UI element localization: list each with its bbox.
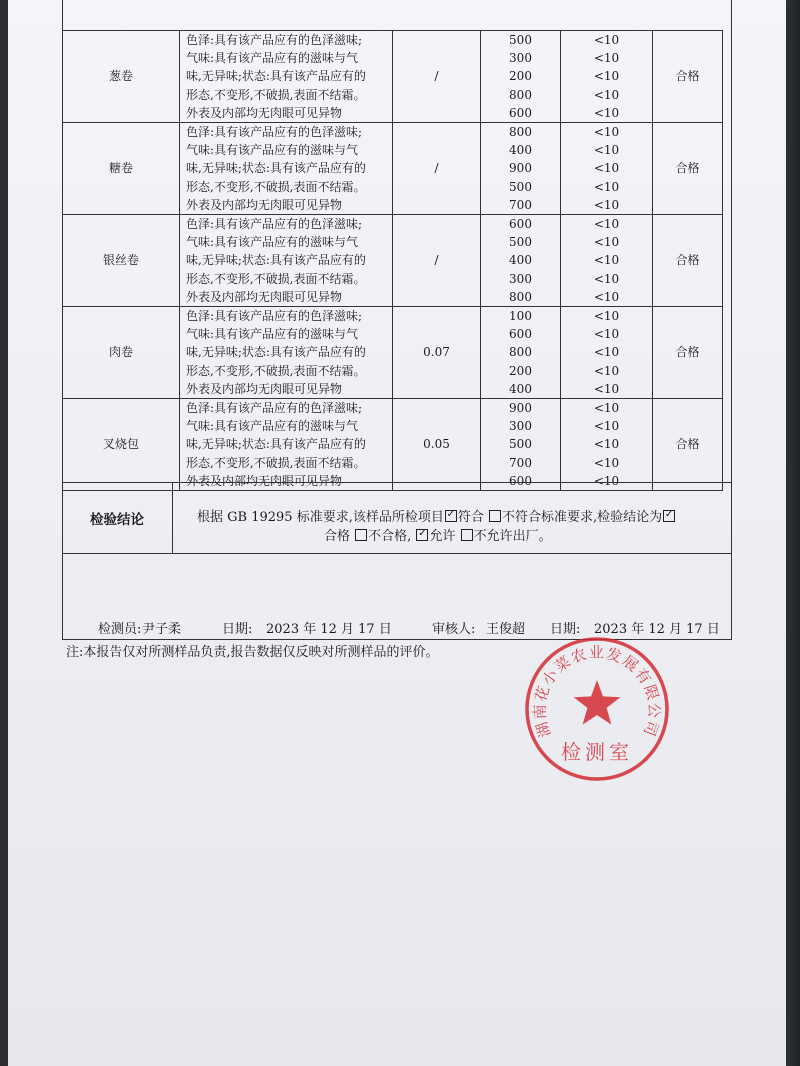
requirement-line: 气味:具有该产品应有的滋味与气	[186, 143, 359, 158]
stamp-org-text: 湖南花小菜农业发展有限公司	[530, 643, 664, 740]
inspector-name: 尹子柔	[142, 622, 182, 637]
requirement-line: 形态,不变形,不破损,表面不结霜。	[186, 455, 366, 470]
requirement-line: 气味:具有该产品应有的滋味与气	[186, 51, 359, 66]
requirement-line: 色泽:具有该产品应有的色泽滋味;	[186, 217, 363, 232]
count-value: 600	[509, 105, 532, 120]
measured-value: /	[393, 31, 481, 123]
verdict: 合格	[653, 215, 723, 307]
table-row	[63, 307, 723, 399]
product-name: 肉卷	[63, 307, 180, 399]
limit-value: <10	[593, 327, 620, 342]
count-value: 400	[509, 143, 532, 158]
sensory-requirement	[180, 399, 393, 491]
checkbox-fail[interactable]	[355, 529, 367, 541]
limit-value: <10	[593, 235, 620, 250]
limit-value: <10	[593, 33, 620, 48]
checkbox-conform[interactable]	[445, 510, 457, 522]
requirement-line: 味,无异味;状态:具有该产品应有的	[186, 69, 366, 84]
limit-value: <10	[593, 271, 620, 286]
colony-counts	[481, 123, 561, 215]
option-fail: 不合格,	[368, 529, 412, 544]
sensory-requirement	[180, 123, 393, 215]
limit-value: <10	[593, 437, 620, 452]
requirement-line: 形态,不变形,不破损,表面不结霜。	[186, 87, 366, 102]
limit-value: <10	[593, 345, 620, 360]
colony-counts	[481, 215, 561, 307]
verdict: 合格	[653, 399, 723, 491]
requirement-line: 色泽:具有该产品应有的色泽滋味;	[186, 309, 363, 324]
requirement-line: 色泽:具有该产品应有的色泽滋味;	[186, 33, 363, 47]
conclusion-line-1	[197, 506, 676, 525]
requirement-line: 气味:具有该产品应有的滋味与气	[186, 419, 359, 434]
limit-value: <10	[593, 161, 620, 176]
count-value: 500	[509, 179, 532, 194]
limit-value: <10	[593, 69, 620, 84]
count-value: 300	[509, 51, 532, 66]
product-name: 银丝卷	[63, 215, 180, 307]
conclusion-block	[62, 482, 732, 554]
table-row	[63, 123, 723, 215]
requirement-line: 味,无异味;状态:具有该产品应有的	[186, 345, 366, 360]
inspector-date-label: 日期:	[222, 622, 253, 637]
requirement-line: 味,无异味;状态:具有该产品应有的	[186, 161, 366, 176]
count-value: 200	[509, 69, 532, 84]
requirement-line: 形态,不变形,不破损,表面不结霜。	[186, 271, 366, 286]
option-nonconform: 不符合标准要求,检验结论为	[501, 510, 663, 525]
count-value: 600	[509, 217, 532, 232]
limit-value: <10	[593, 289, 620, 304]
requirement-line: 外表及内部均无肉眼可见异物	[186, 381, 343, 396]
report-note: 注:本报告仅对所测样品负责,报告数据仅反映对所测样品的评价。	[66, 645, 439, 660]
limit-value: <10	[593, 401, 620, 416]
reviewer-date-label: 日期:	[550, 622, 581, 637]
limit-value: <10	[593, 455, 620, 470]
colony-counts	[481, 31, 561, 123]
limit-value: <10	[593, 143, 620, 158]
count-value: 200	[509, 363, 532, 378]
stamp-dept: 检测室	[561, 740, 633, 764]
conclusion-label: 检验结论	[62, 483, 173, 553]
count-value: 800	[509, 125, 532, 140]
conclusion-text: 根据 GB 19295 标准要求,该样品所检项目	[197, 510, 444, 525]
requirement-line: 色泽:具有该产品应有的色泽滋味;	[186, 125, 363, 140]
coliform-limits	[561, 31, 653, 123]
limit-value: <10	[593, 105, 620, 120]
table-row	[63, 31, 723, 123]
limit-value: <10	[593, 87, 620, 102]
requirement-line: 外表及内部均无肉眼可见异物	[186, 289, 343, 304]
option-pass: 合格	[324, 529, 351, 544]
verdict: 合格	[653, 307, 723, 399]
count-value: 600	[509, 327, 532, 342]
count-value: 800	[509, 345, 532, 360]
measured-value: /	[393, 123, 481, 215]
option-allow: 允许	[429, 529, 456, 544]
product-name: 叉烧包	[63, 399, 180, 491]
official-stamp	[524, 636, 670, 782]
colony-counts	[481, 399, 561, 491]
conclusion-line-2	[324, 525, 552, 544]
sensory-requirement	[180, 307, 393, 399]
count-value: 800	[509, 87, 532, 102]
count-value: 500	[509, 33, 532, 48]
count-value: 400	[509, 381, 532, 396]
measured-value: 0.07	[393, 307, 481, 399]
reviewer-name: 王俊超	[486, 622, 526, 637]
limit-value: <10	[593, 309, 620, 324]
requirement-line: 味,无异味;状态:具有该产品应有的	[186, 437, 366, 452]
count-value: 300	[509, 271, 532, 286]
requirement-line: 形态,不变形,不破损,表面不结霜。	[186, 363, 366, 378]
requirement-line: 外表及内部均无肉眼可见异物	[186, 105, 343, 120]
limit-value: <10	[593, 473, 620, 488]
sensory-requirement	[180, 31, 393, 123]
product-name: 糖卷	[63, 123, 180, 215]
limit-value: <10	[593, 253, 620, 268]
checkbox-disallow[interactable]	[461, 529, 473, 541]
count-value: 500	[509, 437, 532, 452]
requirement-line: 色泽:具有该产品应有的色泽滋味;	[186, 401, 363, 416]
limit-value: <10	[593, 197, 620, 212]
limit-value: <10	[593, 179, 620, 194]
inspector-date: 2023 年 12 月 17 日	[266, 622, 392, 637]
measured-value: 0.05	[393, 399, 481, 491]
option-conform: 符合	[457, 510, 484, 525]
requirement-line: 气味:具有该产品应有的滋味与气	[186, 235, 359, 250]
coliform-limits	[561, 307, 653, 399]
limit-value: <10	[593, 125, 620, 140]
measured-value: /	[393, 215, 481, 307]
table-row	[63, 399, 723, 491]
count-value: 300	[509, 419, 532, 434]
requirement-line: 外表及内部均无肉眼可见异物	[186, 473, 343, 488]
limit-value: <10	[593, 217, 620, 232]
count-value: 600	[509, 473, 532, 488]
product-name: 葱卷	[63, 31, 180, 123]
inspector-label: 检测员:	[98, 622, 142, 637]
requirement-line: 形态,不变形,不破损,表面不结霜。	[186, 179, 366, 194]
checkbox-nonconform[interactable]	[489, 510, 501, 522]
requirement-line: 气味:具有该产品应有的滋味与气	[186, 327, 359, 342]
coliform-limits	[561, 123, 653, 215]
count-value: 900	[509, 161, 532, 176]
limit-value: <10	[593, 419, 620, 434]
count-value: 400	[509, 253, 532, 268]
verdict: 合格	[653, 31, 723, 123]
sensory-requirement	[180, 215, 393, 307]
results-table	[62, 30, 723, 491]
table-row	[63, 215, 723, 307]
count-value: 700	[509, 455, 532, 470]
count-value: 500	[509, 235, 532, 250]
count-value: 700	[509, 197, 532, 212]
coliform-limits	[561, 399, 653, 491]
checkbox-allow[interactable]	[416, 529, 428, 541]
colony-counts	[481, 307, 561, 399]
reviewer-label: 审核人:	[432, 622, 476, 637]
verdict: 合格	[653, 123, 723, 215]
coliform-limits	[561, 215, 653, 307]
option-disallow: 不允许出厂。	[473, 529, 552, 544]
limit-value: <10	[593, 51, 620, 66]
requirement-line: 味,无异味;状态:具有该产品应有的	[186, 253, 366, 268]
count-value: 900	[509, 401, 532, 416]
requirement-line: 外表及内部均无肉眼可见异物	[186, 197, 343, 212]
checkbox-pass[interactable]	[663, 510, 675, 522]
reviewer-date: 2023 年 12 月 17 日	[594, 622, 720, 637]
count-value: 100	[509, 309, 532, 324]
count-value: 800	[509, 289, 532, 304]
limit-value: <10	[593, 363, 620, 378]
limit-value: <10	[593, 381, 620, 396]
star-icon	[574, 680, 621, 725]
